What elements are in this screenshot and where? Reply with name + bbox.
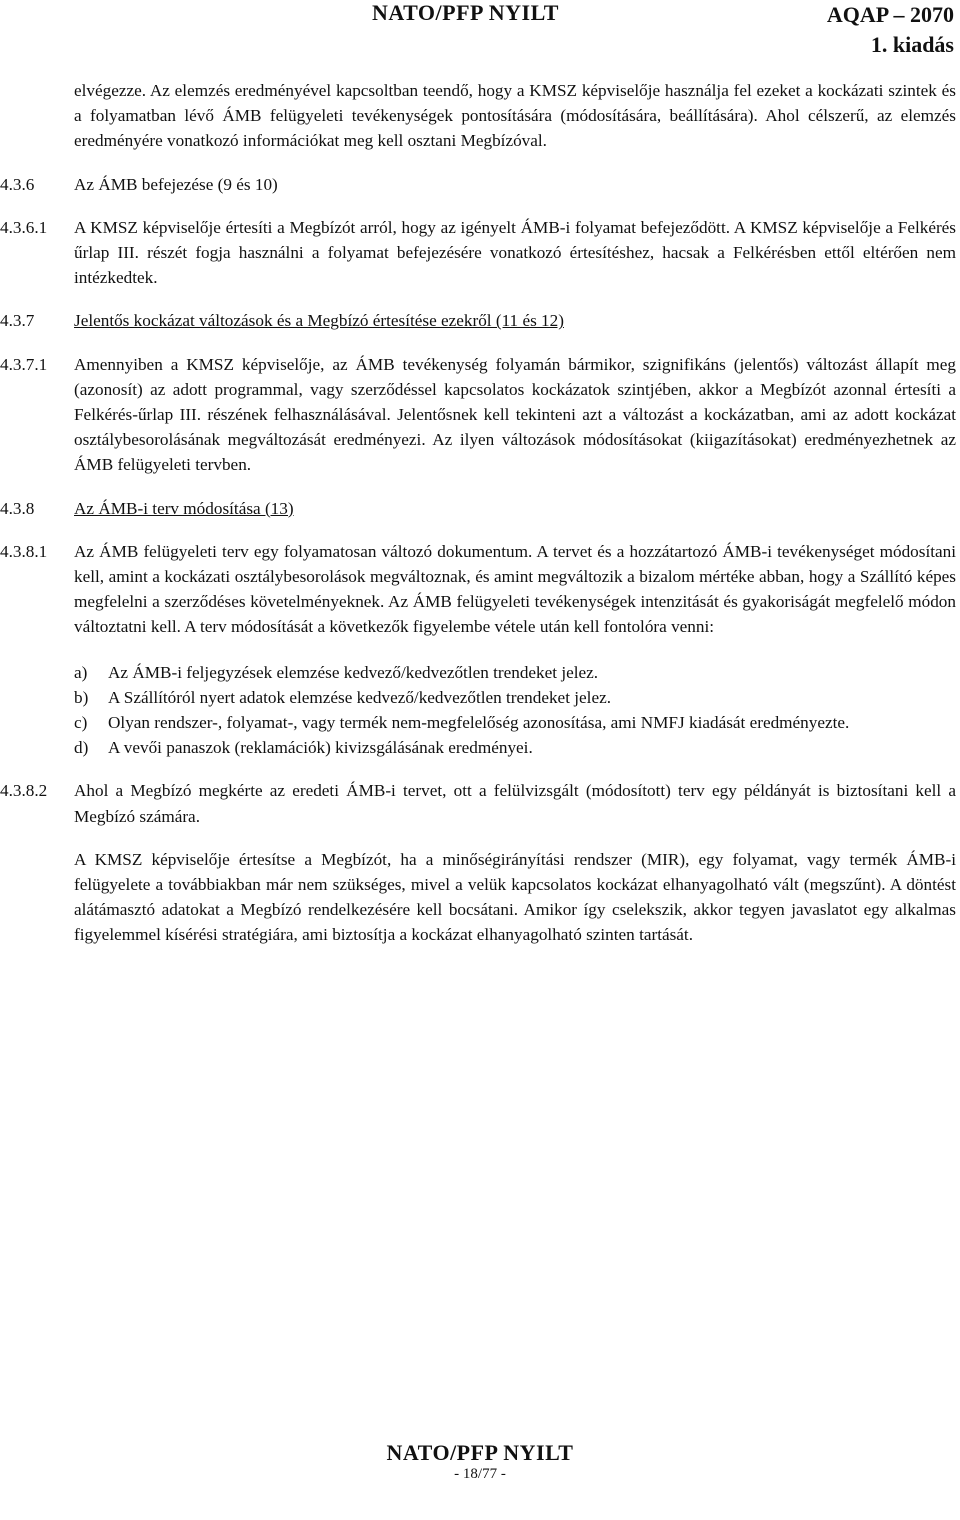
- section-title: Az ÁMB befejezése (9 és 10): [74, 174, 278, 194]
- section-text: A KMSZ képviselője értesíti a Megbízót arról, hogy az igényelt ÁMB-i folyamat befejeződött. A KMSZ képviselője a Felkérés űrlap III. részét fogja használni a folyamat befejezésére vonatkozó értesítéshez, hacsak a Felkérésben ettől eltérően nem intézkedtek.: [74, 217, 956, 288]
- closing-paragraph: A KMSZ képviselője értesítse a Megbízót, ha a minőségirányítási rendszer (MIR), egy folyamat, vagy termék ÁMB-i felügyelete a továbbiakban már nem szükséges, mivel a velük kapcsolatos kockázat elhanyagolható vált (megszűnt). A döntést alátámasztó adatokat a Megbízó rendelkezésére kell bocsátani. Amikor így cselekszik, akkor tegyen javaslatot egy alkalmas figyelemmel kísérési stratégiára, ami biztosítja a kockázat elhanyagolható szinten tartását.: [74, 849, 956, 945]
- section-number: 4.3.8: [0, 498, 35, 518]
- header-doc-code: AQAP – 2070: [826, 2, 954, 27]
- intro-paragraph: elvégezze. Az elemzés eredményével kapcsoltban teendő, hogy a KMSZ képviselője használja fel ezeket a kockázati szintek és a folyamatban lévő ÁMB felügyeleti tevékenységek pontosítására (módosítására, beállítására). Ahol célszerű, az elemzés eredményére vonatkozó információkat meg kell osztani Megbízóval.: [74, 81, 956, 151]
- page-footer: [0, 1440, 960, 1483]
- section-number: 4.3.6.1: [0, 217, 48, 237]
- section-title: Jelentős kockázat változások és a Megbízó értesítése ezekről (11 és 12): [74, 311, 564, 331]
- section-number: 4.3.8.2: [0, 781, 48, 801]
- section-number: 4.3.7.1: [0, 354, 48, 374]
- list-item: [74, 735, 956, 760]
- list-item: [74, 685, 956, 710]
- page-number: - 18/77 -: [454, 1466, 506, 1482]
- section-4-3-8-1: [0, 539, 956, 640]
- list-item-label: b): [74, 687, 89, 707]
- section-text: Az ÁMB felügyeleti terv egy folyamatosan változó dokumentum. A tervet és a hozzátartozó ÁMB-i tevékenységet módosítani kell, amint a kockázati osztálybesorolások megváltoznak, és amint megváltozik a bizalom mértéke abban, hogy a Szállító képes megfelelni a szerződéses követelményeknek. Az ÁMB felügyeleti tevékenységek intenzitását és gyakoriságát megfelelő módon változtatni kell. A terv módosítását a következők figyelembe vétele után kell fontolóra venni:: [74, 541, 956, 637]
- section-number: 4.3.6: [0, 174, 35, 194]
- section-4-3-8-2: [0, 778, 956, 828]
- document-body: [0, 78, 956, 948]
- section-4-3-7-heading: [0, 308, 956, 333]
- list-item: [74, 710, 956, 735]
- list-item-text: Olyan rendszer-, folyamat-, vagy termék nem-megfelelőség azonosítása, ami NMFJ kiadását eredményezte.: [108, 713, 850, 733]
- header-classification: NATO/PFP NYILT: [372, 0, 559, 25]
- list-item-label: d): [74, 738, 89, 758]
- section-4-3-6-heading: [0, 172, 956, 197]
- section-title: Az ÁMB-i terv módosítása (13): [74, 498, 294, 518]
- section-text: Ahol a Megbízó megkérte az eredeti ÁMB-i tervet, ott a felülvizsgált (módosított) terv egy példányát is biztosítani kell a Megbízó számára.: [74, 781, 956, 826]
- list-item-text: A Szállítóról nyert adatok elemzése kedvező/kedvezőtlen trendeket jelez.: [108, 687, 611, 707]
- footer-classification: NATO/PFP NYILT: [386, 1440, 574, 1465]
- section-4-3-6-1: [0, 215, 956, 291]
- list-item-text: A vevői panaszok (reklamációk) kivizsgálásának eredményei.: [108, 738, 533, 758]
- list-item-label: a): [74, 662, 88, 682]
- section-number: 4.3.7: [0, 311, 35, 331]
- section-4-3-8-heading: [0, 496, 956, 521]
- list-item-label: c): [74, 713, 88, 733]
- criteria-list: [74, 660, 956, 761]
- section-4-3-7-1: [0, 352, 956, 478]
- list-item-text: Az ÁMB-i feljegyzések elemzése kedvező/kedvezőtlen trendeket jelez.: [108, 662, 599, 682]
- list-item: [74, 660, 956, 685]
- section-text: Amennyiben a KMSZ képviselője, az ÁMB tevékenység folyamán bármikor, szignifikáns (jelentős) változást állapít meg (azonosít) az adott programmal, vagy szerződéssel kapcsolatos kockázatok szintjében, akkor a Megbízót azonnal értesíti a Felkérés-űrlap III. részének felhasználásával. Jelentősnek kell tekinteni azt a változást a kockázatban, ami az adott kockázat osztálybesorolásának megváltozását eredményezi. Az ilyen változások módosításokat (kiigazításokat) eredményezhetnek az ÁMB felügyeleti tervben.: [74, 354, 956, 475]
- header-doc-info: [827, 0, 954, 60]
- section-number: 4.3.8.1: [0, 541, 48, 561]
- header-edition: 1. kiadás: [870, 32, 954, 57]
